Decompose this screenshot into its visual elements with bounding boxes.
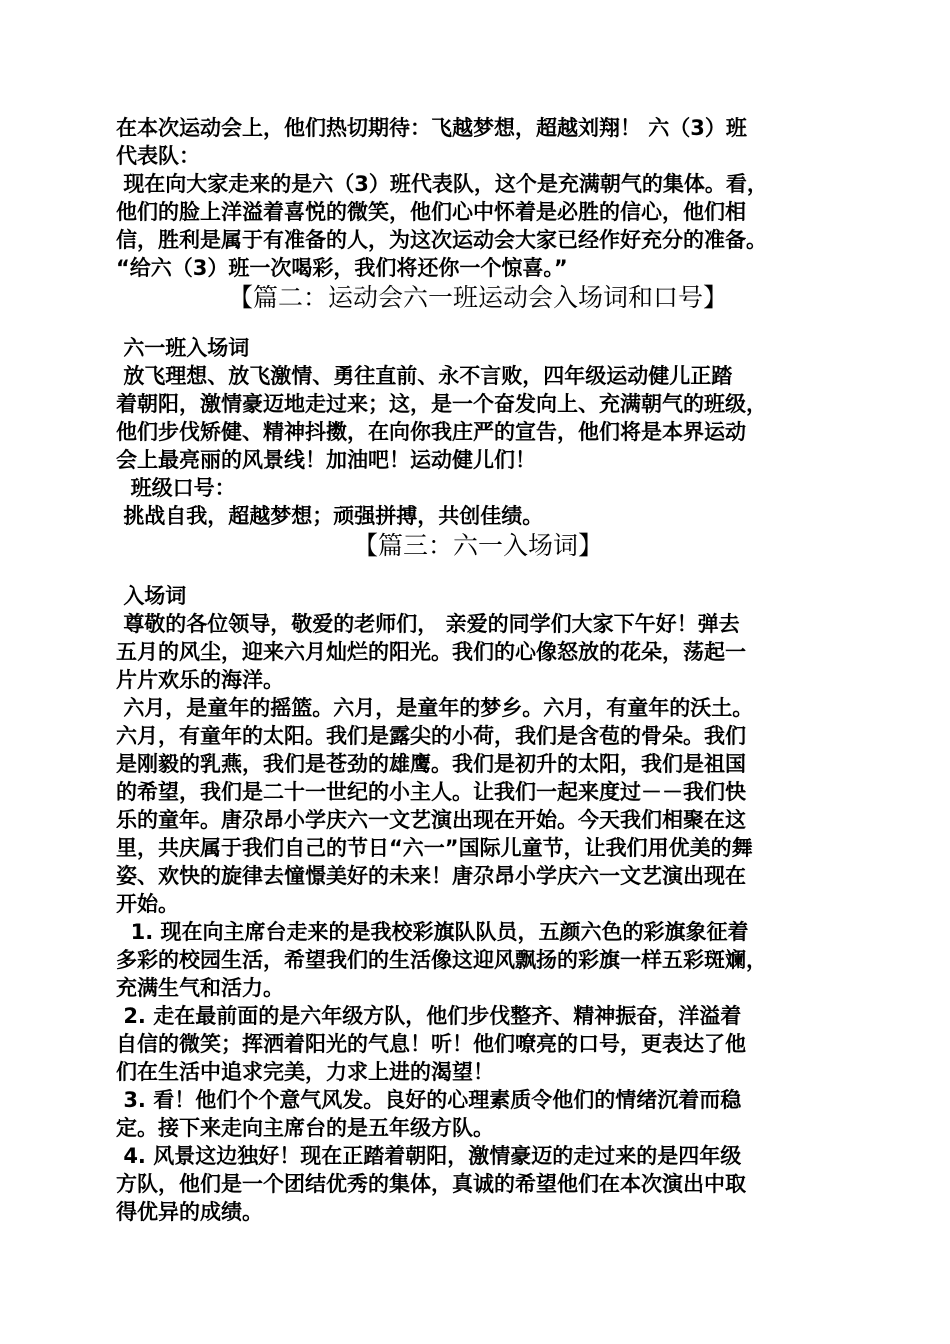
text-line: 是刚毅的乳燕，我们是苍劲的雄鹰。我们是初升的太阳，我们是祖国 <box>116 752 746 776</box>
document-content <box>116 114 840 1226</box>
text-line: 他们的脸上洋溢着喜悦的微笑，他们心中怀着是必胜的信心，他们相 <box>116 200 746 224</box>
section2 <box>116 334 840 530</box>
text-line: 2. 走在最前面的是六年级方队，他们步伐整齐、精神振奋，洋溢着 <box>116 1004 742 1028</box>
text-line: 们在生活中追求完美，力求上进的渴望！ <box>116 1060 494 1084</box>
text-line: 现在向大家走来的是六（3）班代表队，这个是充满朝气的集体。看， <box>116 172 768 196</box>
text-line: 4. 风景这边独好！现在正踏着朝阳，激情豪迈的走过来的是四年级 <box>116 1144 742 1168</box>
section1-paragraph <box>116 114 840 282</box>
text-line: 定。接下来走向主席台的是五年级方队。 <box>116 1116 494 1140</box>
text-line: 3. 看！他们个个意气风发。良好的心理素质令他们的情绪沉着而稳 <box>116 1088 742 1112</box>
text-line: 他们步伐矫健、精神抖擞，在向你我庄严的宣告，他们将是本界运动 <box>116 420 746 444</box>
text-line: 乐的童年。唐尕昂小学庆六一文艺演出现在开始。今天我们相聚在这 <box>116 808 746 832</box>
list-item <box>116 918 840 1002</box>
text-line: “给六（3）班一次喝彩，我们将还你一个惊喜。” <box>116 256 568 280</box>
slogan-text: 挑战自我，超越梦想；顽强拼搏，共创佳绩。 <box>116 504 544 528</box>
text-line: 代表队： <box>116 144 200 168</box>
slogan-title: 班级口号： <box>116 476 236 500</box>
text-line: 会上最亮丽的风景线！加油吧！运动健儿们！ <box>116 448 536 472</box>
list-item <box>116 1142 840 1226</box>
text-line: 多彩的校园生活，希望我们的生活像这迎风飘扬的彩旗一样五彩斑斓， <box>116 948 767 972</box>
section-heading-2: 【篇二：运动会六一班运动会入场词和口号】 <box>227 283 728 312</box>
text-line: 姿、欢快的旋律去憧憬美好的未来！唐尕昂小学庆六一文艺演出现在 <box>116 864 746 888</box>
text-line: 尊敬的各位领导，敬爱的老师们， 亲爱的同学们大家下午好！弹去 <box>116 612 740 636</box>
text-line: 充满生气和活力。 <box>116 976 284 1000</box>
spacer <box>116 562 840 582</box>
list-item <box>116 1086 840 1142</box>
section3 <box>116 582 840 1226</box>
text-line: 得优异的成绩。 <box>116 1200 263 1224</box>
text-line: 1. 现在向主席台走来的是我校彩旗队队员，五颜六色的彩旗象征着 <box>116 920 749 944</box>
text-line: 六月，有童年的太阳。我们是露尖的小荷，我们是含苞的骨朵。我们 <box>116 724 746 748</box>
spacer <box>116 314 840 334</box>
text-line: 片片欢乐的海洋。 <box>116 668 284 692</box>
text-line: 自信的微笑；挥洒着阳光的气息！听！他们嘹亮的口号，更表达了他 <box>116 1032 746 1056</box>
text-line: 开始。 <box>116 892 179 916</box>
text-line: 五月的风尘，迎来六月灿烂的阳光。我们的心像怒放的花朵，荡起一 <box>116 640 746 664</box>
text-line: 的希望，我们是二十一世纪的小主人。让我们一起来度过－－我们快 <box>116 780 746 804</box>
text-line: 方队，他们是一个团结优秀的集体，真诚的希望他们在本次演出中取 <box>116 1172 746 1196</box>
text-line: 信，胜利是属于有准备的人，为这次运动会大家已经作好充分的准备。 <box>116 228 767 252</box>
section-heading-3: 【篇三：六一入场词】 <box>352 531 603 560</box>
text-line: 六月，是童年的摇篮。六月，是童年的梦乡。六月，有童年的沃土。 <box>116 696 754 720</box>
list-item <box>116 1002 840 1086</box>
section2-title: 六一班入场词 <box>116 336 250 360</box>
section3-title: 入场词 <box>116 584 187 608</box>
text-line: 里，共庆属于我们自己的节日“六一”国际儿童节，让我们用优美的舞 <box>116 836 753 860</box>
text-line: 在本次运动会上，他们热切期待：飞越梦想，超越刘翔！ 六（3）班 <box>116 116 747 140</box>
text-line: 放飞理想、放飞激情、勇往直前、永不言败，四年级运动健儿正踏 <box>116 364 733 388</box>
text-line: 着朝阳，激情豪迈地走过来；这，是一个奋发向上、充满朝气的班级， <box>116 392 767 416</box>
